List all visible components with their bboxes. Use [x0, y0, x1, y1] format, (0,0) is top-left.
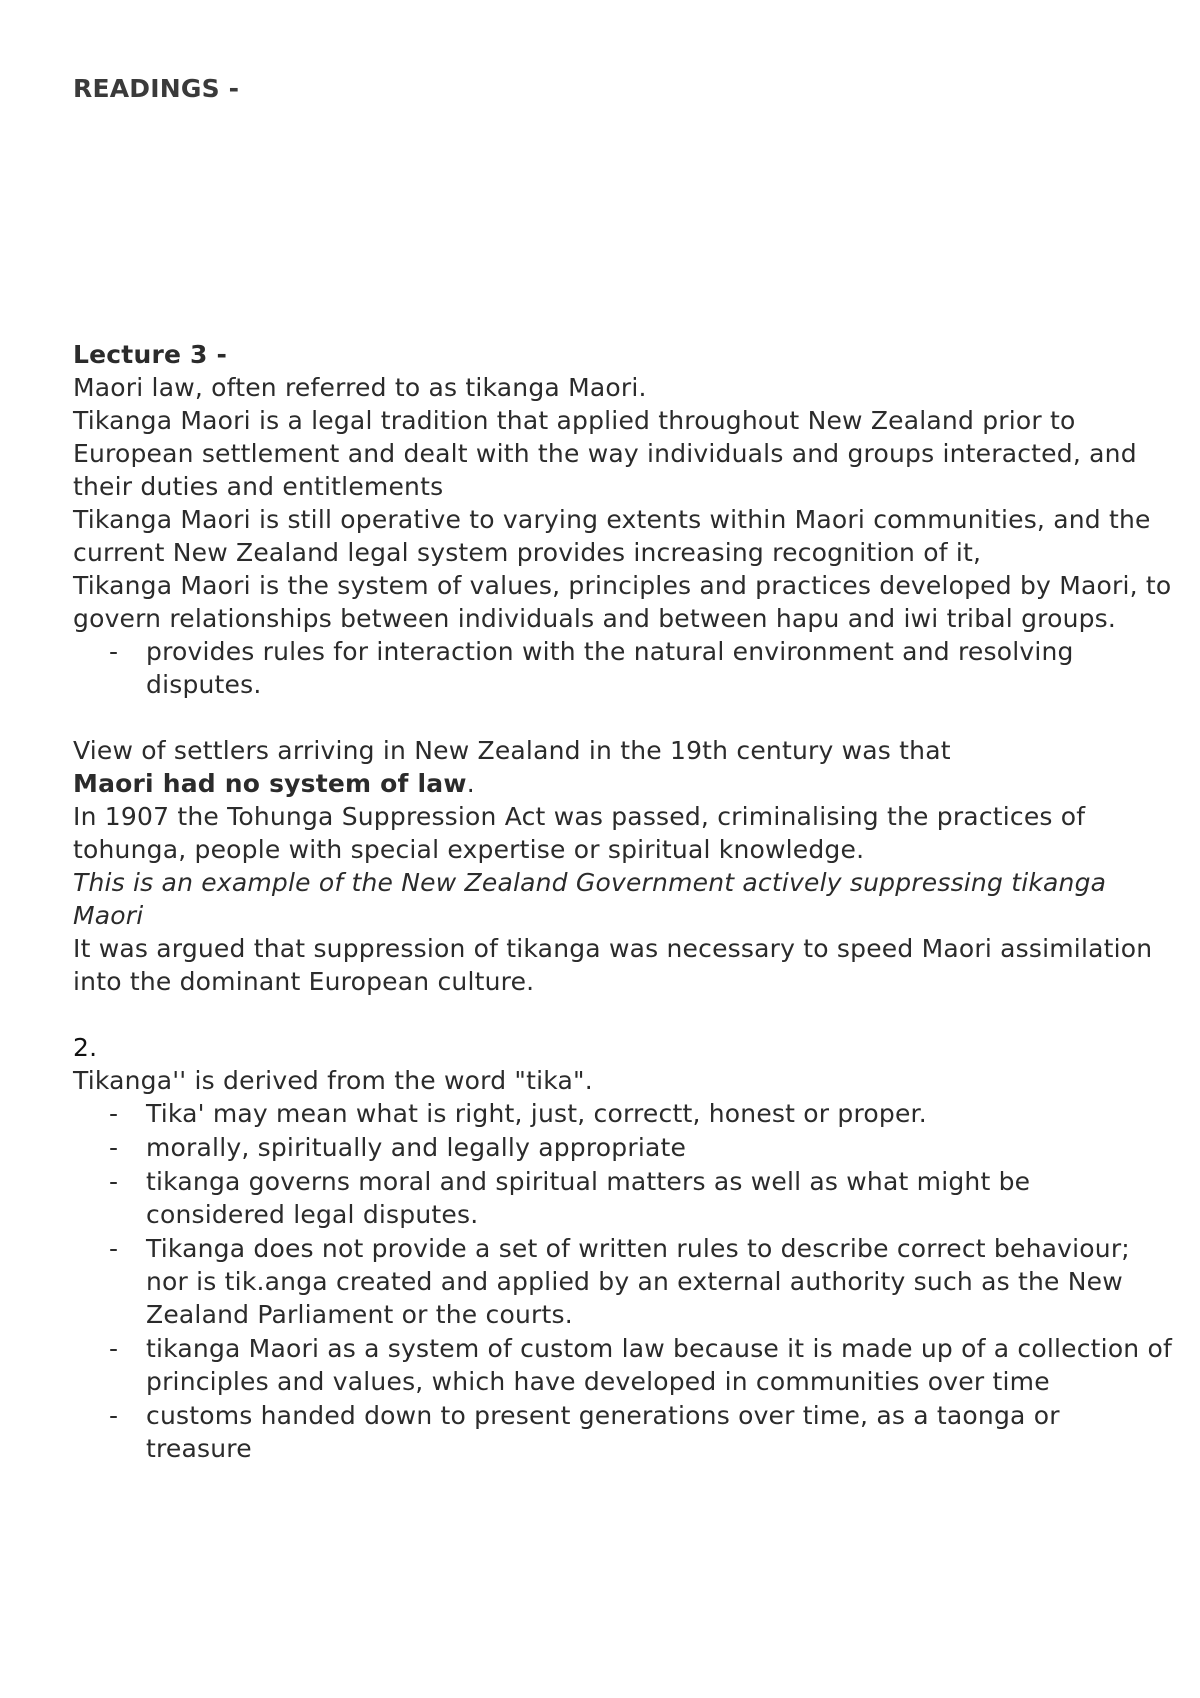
paragraph: Tikanga Maori is a legal tradition that applied throughout New Zealand prior to European settlement and dealt with the way individuals and groups interacted, and their duties and entitlements	[73, 406, 1137, 501]
paragraph: In 1907 the Tohunga Suppression Act was passed, criminalising the practices of tohunga, people with special expertise or spiritual knowledge.	[73, 802, 1086, 864]
paragraph: It was argued that suppression of tikanga was necessary to speed Maori assimilation into the dominant European culture.	[73, 934, 1153, 996]
lecture-title: Lecture 3 -	[73, 340, 228, 369]
paragraph: Tikanga Maori is the system of values, principles and practices developed by Maori, to govern relationships between individuals and between hapu and iwi tribal groups.	[73, 571, 1172, 633]
lecture-section	[73, 338, 1173, 1466]
section-number: 2.	[73, 1033, 98, 1062]
list-item: - tikanga governs moral and spiritual matters as well as what might be considered legal disputes.	[73, 1165, 1173, 1231]
paragraph	[73, 734, 1173, 800]
paragraph: Maori law, often referred to as tikanga Maori.	[73, 373, 647, 402]
paragraph: Tikanga'' is derived from the word "tika".	[73, 1066, 593, 1095]
bullet-list	[73, 1097, 1173, 1465]
text-run: View of settlers arriving in New Zealand in the 19th century was that	[73, 736, 951, 765]
list-item: - tikanga Maori as a system of custom law because it is made up of a collection of principles and values, which have developed in communities over time	[73, 1332, 1173, 1398]
bold-text: Maori had no system of law	[73, 769, 467, 798]
bullet-list	[73, 635, 1173, 701]
list-item: - morally, spiritually and legally appropriate	[73, 1131, 1173, 1164]
list-item: - Tikanga does not provide a set of written rules to describe correct behaviour; nor is tik.anga created and applied by an external authority such as the New Zealand Parliament or the courts.	[73, 1232, 1173, 1331]
blank-line	[73, 701, 1173, 734]
text-run: .	[466, 769, 475, 798]
italic-paragraph: This is an example of the New Zealand Government actively suppressing tikanga Maori	[73, 868, 1107, 930]
list-item: - Tika' may mean what is right, just, correctt, honest or proper.	[73, 1097, 1173, 1130]
readings-heading: READINGS -	[73, 74, 240, 103]
paragraph: Tikanga Maori is still operative to varying extents within Maori communities, and the current New Zealand legal system provides increasing recognition of it,	[73, 505, 1151, 567]
blank-line	[73, 998, 1173, 1031]
list-item: - provides rules for interaction with the natural environment and resolving disputes.	[73, 635, 1173, 701]
list-item: - customs handed down to present generations over time, as a taonga or treasure	[73, 1399, 1173, 1465]
